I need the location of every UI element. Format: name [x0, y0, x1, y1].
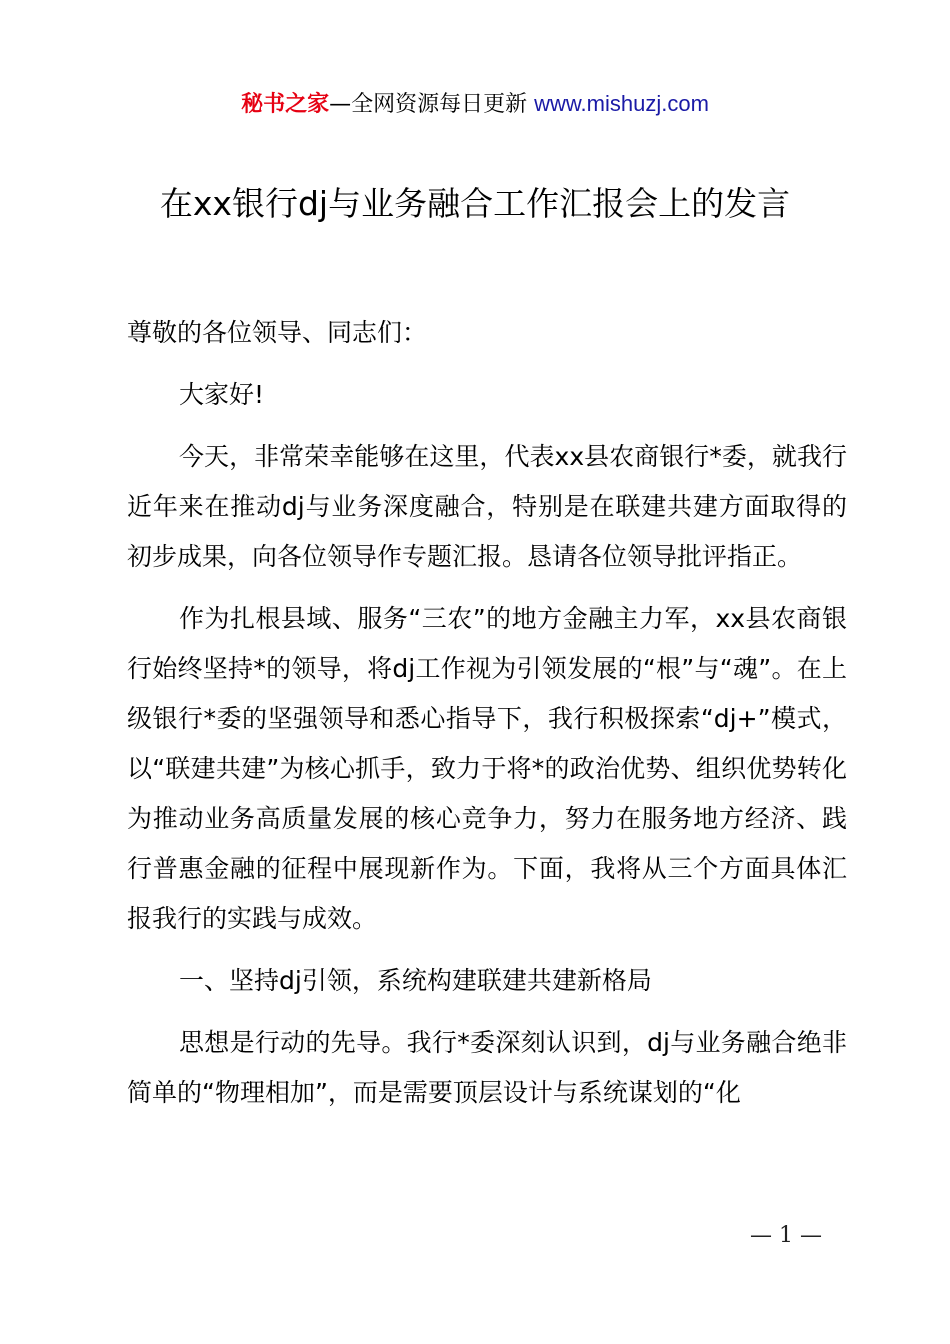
site-header: [0, 88, 950, 121]
paragraph-background: 作为扎根县域、服务“三农”的地方金融主力军，xx县农商银行始终坚持*的领导，将dj工作视为引领发展的“根”与“魂”。在上级银行*委的坚强领导和悉心指导下，我行积极探索“dj+”模式，以“联建共建”为核心抓手，致力于将*的政治优势、组织优势转化为推动业务高质量发展的核心竞争力，努力在服务地方经济、践行普惠金融的征程中展现新作为。下面，我将从三个方面具体汇报我行的实践与成效。: [127, 604, 847, 933]
paragraph-intro: 今天，非常荣幸能够在这里，代表xx县农商银行*委，就我行近年来在推动dj与业务深度融合，特别是在联建共建方面取得的初步成果，向各位领导作专题汇报。恳请各位领导批评指正。: [127, 442, 847, 571]
site-tagline: —全网资源每日更新: [329, 92, 535, 117]
site-brand: 秘书之家: [241, 92, 330, 117]
site-url-link[interactable]: www.mishuzj.com: [534, 91, 709, 116]
salutation: 尊敬的各位领导、同志们：: [127, 318, 428, 347]
page-number: — 1 —: [750, 1223, 822, 1248]
paragraph-section-1: 思想是行动的先导。我行*委深刻认识到，dj与业务融合绝非简单的“物理相加”，而是需要顶层设计与系统谋划的“化: [127, 1028, 847, 1107]
greeting: 大家好!: [179, 380, 265, 409]
section-heading-1: 一、坚持dj引领，系统构建联建共建新格局: [179, 966, 652, 995]
document-body: [127, 308, 847, 1118]
document-title: 在xx银行dj与业务融合工作汇报会上的发言: [159, 184, 791, 223]
